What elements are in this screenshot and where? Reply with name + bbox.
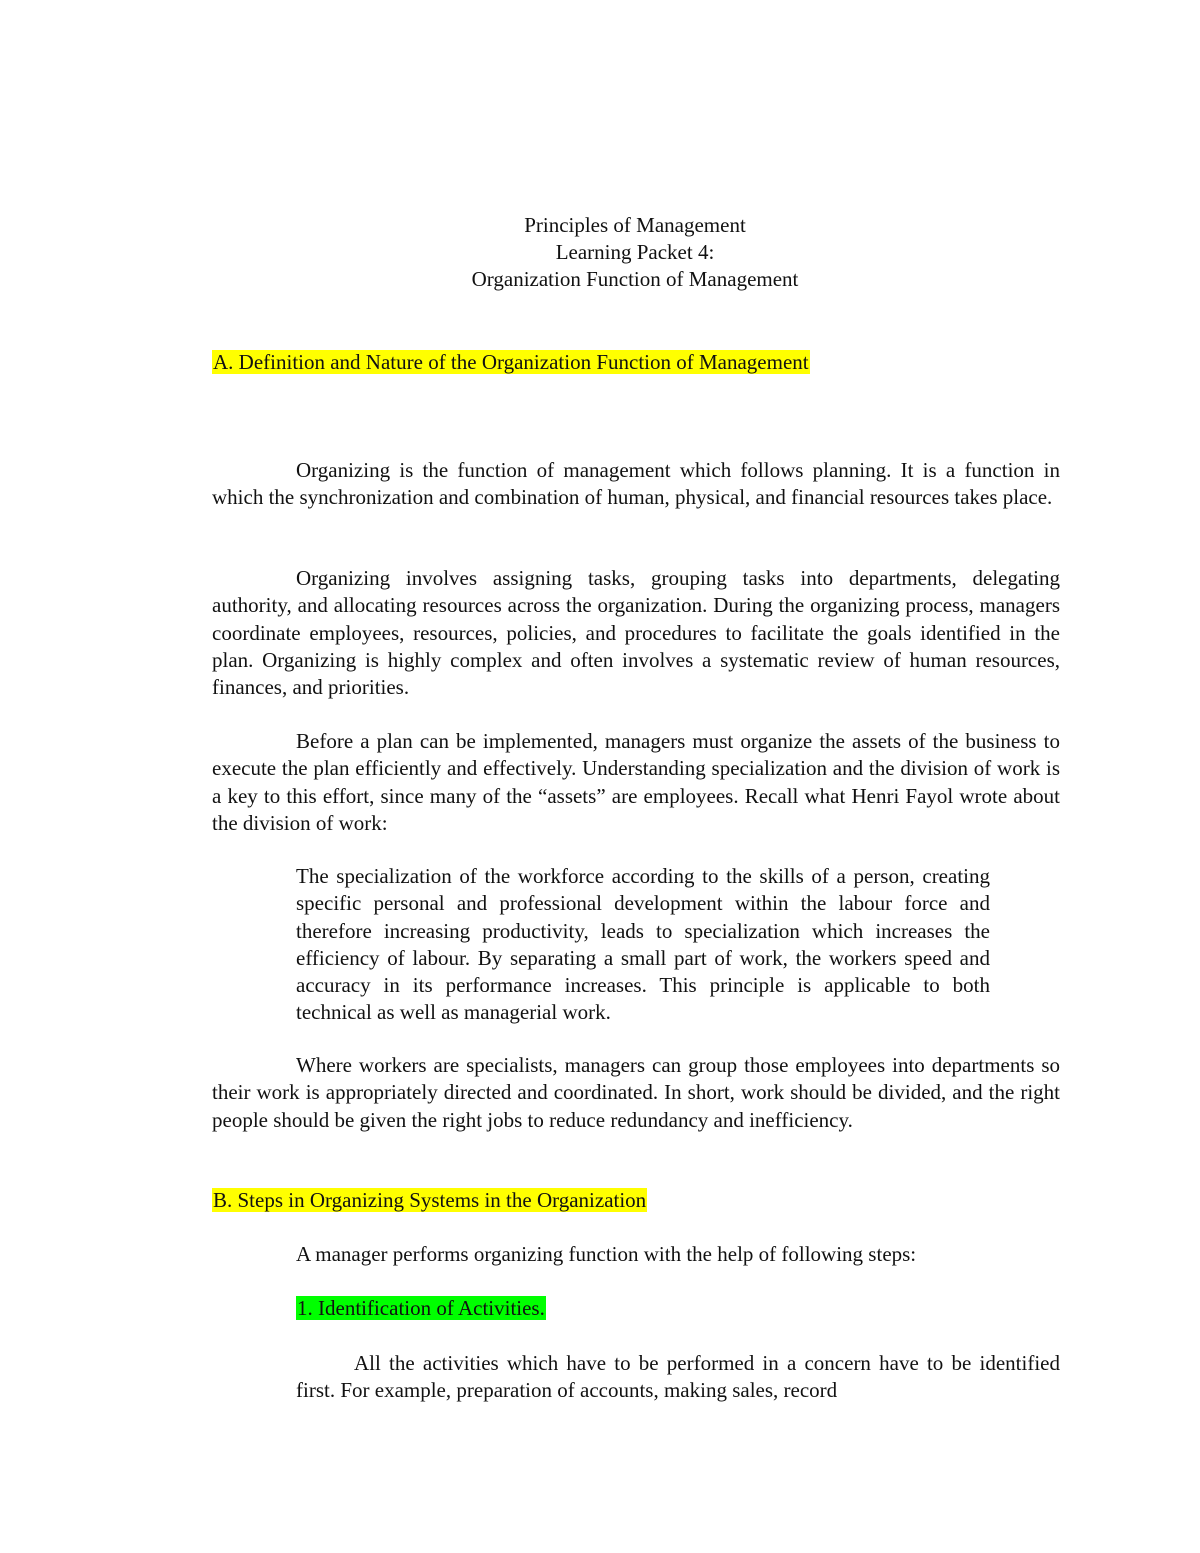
step-1-heading bbox=[296, 1296, 546, 1320]
fayol-quote: The specialization of the workforce according to the skills of a person, creating specific personal and professional development within the labour force and therefore increasing productivity, leads to specialization which increases the efficiency of labour. By separating a small part of work, the workers speed and accuracy in its performance increases. This principle is applicable to both technical as well as managerial work. bbox=[296, 864, 990, 1025]
packet-topic: Organization Function of Management bbox=[471, 267, 799, 291]
section-a-heading bbox=[212, 350, 810, 374]
section-b-heading-text: B. Steps in Organizing Systems in the Organization bbox=[213, 1188, 647, 1212]
section-a-paragraph-1: Organizing is the function of management which follows planning. It is a function in which the synchronization and combination of human, physical, and financial resources takes place. bbox=[212, 458, 1060, 510]
section-b-intro: A manager performs organizing function with the help of following steps: bbox=[296, 1242, 917, 1266]
section-b-heading bbox=[212, 1188, 647, 1212]
step-1-text: All the activities which have to be performed in a concern have to be identified first. For example, preparation of accounts, making sales, record bbox=[296, 1351, 1060, 1403]
section-a-closing-paragraph: Where workers are specialists, managers can group those employees into departments so their work is appropriately directed and coordinated. In short, work should be divided, and the right people should be given the right jobs to reduce redundancy and inefficiency. bbox=[212, 1053, 1060, 1132]
section-a-paragraph-3: Before a plan can be implemented, managers must organize the assets of the business to execute the plan efficiently and effectively. Understanding specialization and the division of work is a key to this effort, since many of the “assets” are employees. Recall what Henri Fayol wrote about the division of work: bbox=[212, 729, 1060, 835]
step-1-heading-text: 1. Identification of Activities. bbox=[297, 1296, 545, 1320]
packet-number: Learning Packet 4: bbox=[555, 240, 715, 264]
section-a-paragraph-2: Organizing involves assigning tasks, grouping tasks into departments, delegating authority, and allocating resources across the organization. During the organizing process, managers coordinate employees, resources, policies, and procedures to facilitate the goals identified in the plan. Organizing is highly complex and often involves a systematic review of human resources, finances, and priorities. bbox=[212, 566, 1060, 700]
document-title-block bbox=[0, 212, 1200, 293]
section-a-heading-text: A. Definition and Nature of the Organization Function of Management bbox=[213, 350, 809, 374]
course-title: Principles of Management bbox=[524, 213, 746, 237]
